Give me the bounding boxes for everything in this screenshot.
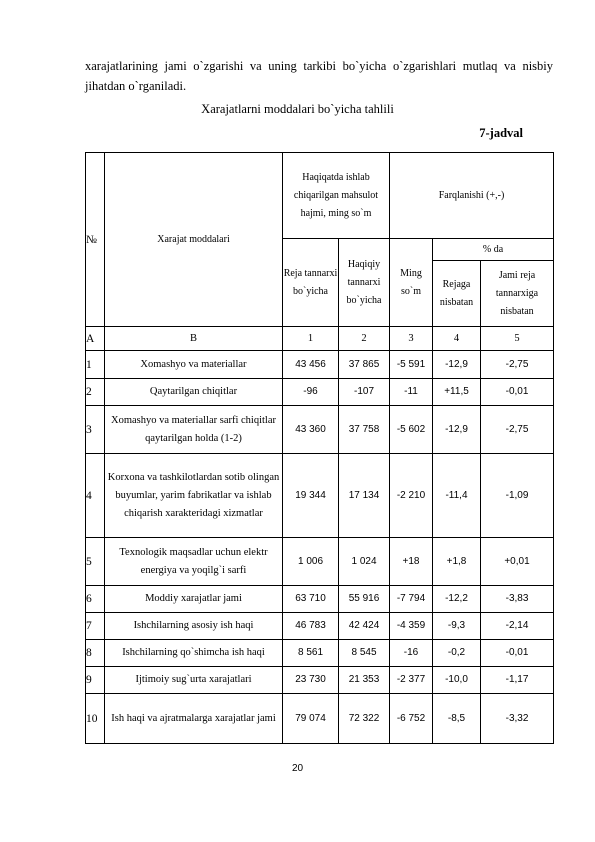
- row-name: Ijtimoiy sug`urta xarajatlari: [105, 667, 283, 694]
- row-plan: 1 006: [283, 538, 339, 586]
- header-pct-plan: Rejaga nisbatan: [433, 261, 481, 327]
- row-plan: 63 710: [283, 586, 339, 613]
- table-row: [86, 586, 554, 613]
- row-pct-total: -3,32: [481, 694, 554, 744]
- row-diff: -2 377: [390, 667, 433, 694]
- row-pct-plan: -9,3: [433, 613, 481, 640]
- header-difference: Farqlanishi (+,-): [390, 153, 554, 239]
- row-no: 7: [86, 613, 105, 640]
- row-diff: -2 210: [390, 454, 433, 538]
- table-row: [86, 406, 554, 454]
- row-name: Ishchilarning asosiy ish haqi: [105, 613, 283, 640]
- row-pct-total: -2,75: [481, 406, 554, 454]
- row-no: 9: [86, 667, 105, 694]
- row-actual: 17 134: [339, 454, 390, 538]
- table-row: [86, 454, 554, 538]
- row-no: 4: [86, 454, 105, 538]
- row-pct-plan: -10,0: [433, 667, 481, 694]
- table-caption: Xarajatlarni moddalari bo`yicha tahlili: [201, 102, 394, 116]
- row-plan: 79 074: [283, 694, 339, 744]
- index-cell: A: [86, 327, 105, 351]
- row-diff: -4 359: [390, 613, 433, 640]
- row-actual: 72 322: [339, 694, 390, 744]
- index-cell: 1: [283, 327, 339, 351]
- row-no: 8: [86, 640, 105, 667]
- row-name: Ishchilarning qo`shimcha ish haqi: [105, 640, 283, 667]
- row-diff: -6 752: [390, 694, 433, 744]
- header-percent: % da: [433, 239, 554, 261]
- table-row: [86, 694, 554, 744]
- row-pct-plan: -0,2: [433, 640, 481, 667]
- row-name: Korxona va tashkilotlardan sotib olingan buyumlar, yarim fabrikatlar va ishlab chiqarish xarakteridagi xizmatlar: [105, 454, 283, 538]
- page-number: 20: [291, 763, 304, 774]
- table-row: [86, 351, 554, 379]
- row-name: Moddiy xarajatlar jami: [105, 586, 283, 613]
- table-label: 7-jadval: [479, 126, 523, 140]
- row-actual: 37 758: [339, 406, 390, 454]
- row-no: 1: [86, 351, 105, 379]
- row-pct-total: -3,83: [481, 586, 554, 613]
- row-actual: 21 353: [339, 667, 390, 694]
- row-pct-total: -1,09: [481, 454, 554, 538]
- index-row: [86, 327, 554, 351]
- header-actual-cost: Haqiqiy tannarxi bo`yicha: [339, 239, 390, 327]
- index-cell: 3: [390, 327, 433, 351]
- row-diff: -7 794: [390, 586, 433, 613]
- row-pct-plan: -12,9: [433, 406, 481, 454]
- index-cell: 4: [433, 327, 481, 351]
- row-pct-total: -2,14: [481, 613, 554, 640]
- row-diff: -16: [390, 640, 433, 667]
- row-pct-plan: -11,4: [433, 454, 481, 538]
- table-row: [86, 379, 554, 406]
- row-plan: 19 344: [283, 454, 339, 538]
- row-name: Xomashyo va materiallar sarfi chiqitlar qaytarilgan holda (1-2): [105, 406, 283, 454]
- row-pct-plan: +11,5: [433, 379, 481, 406]
- row-actual: 1 024: [339, 538, 390, 586]
- row-plan: -96: [283, 379, 339, 406]
- row-no: 2: [86, 379, 105, 406]
- row-pct-total: +0,01: [481, 538, 554, 586]
- row-name: Ish haqi va ajratmalarga xarajatlar jami: [105, 694, 283, 744]
- header-no: №: [86, 153, 105, 327]
- row-pct-total: -1,17: [481, 667, 554, 694]
- row-pct-plan: +1,8: [433, 538, 481, 586]
- table-row: [86, 538, 554, 586]
- index-cell: 2: [339, 327, 390, 351]
- row-name: Qaytarilgan chiqitlar: [105, 379, 283, 406]
- index-cell: 5: [481, 327, 554, 351]
- row-no: 6: [86, 586, 105, 613]
- row-pct-plan: -12,2: [433, 586, 481, 613]
- row-plan: 43 456: [283, 351, 339, 379]
- index-cell: B: [105, 327, 283, 351]
- row-actual: 8 545: [339, 640, 390, 667]
- header-plan-cost: Reja tannarxi bo`yicha: [283, 239, 339, 327]
- row-actual: -107: [339, 379, 390, 406]
- header-diff-sum: Ming so`m: [390, 239, 433, 327]
- row-diff: +18: [390, 538, 433, 586]
- row-pct-plan: -8,5: [433, 694, 481, 744]
- row-plan: 8 561: [283, 640, 339, 667]
- row-diff: -11: [390, 379, 433, 406]
- row-no: 10: [86, 694, 105, 744]
- header-items: Xarajat moddalari: [105, 153, 283, 327]
- row-plan: 46 783: [283, 613, 339, 640]
- header-actual-volume: Haqiqatda ishlab chiqarilgan mahsulot hajmi, ming so`m: [283, 153, 390, 239]
- row-actual: 37 865: [339, 351, 390, 379]
- row-name: Texnologik maqsadlar uchun elektr energiya va yoqilg`i sarfi: [105, 538, 283, 586]
- header-pct-total: Jami reja tannarxiga nisbatan: [481, 261, 554, 327]
- table-row: [86, 667, 554, 694]
- row-plan: 23 730: [283, 667, 339, 694]
- body-paragraph: xarajatlarining jami o`zgarishi va uning tarkibi bo`yicha o`zgarishlari mutlaq va nisbiy jihatdan o`rganiladi.: [85, 59, 553, 93]
- row-name: Xomashyo va materiallar: [105, 351, 283, 379]
- cost-analysis-table: [85, 152, 554, 744]
- row-pct-total: -0,01: [481, 379, 554, 406]
- row-pct-plan: -12,9: [433, 351, 481, 379]
- row-pct-total: -2,75: [481, 351, 554, 379]
- row-diff: -5 591: [390, 351, 433, 379]
- row-no: 5: [86, 538, 105, 586]
- table-row: [86, 613, 554, 640]
- row-actual: 42 424: [339, 613, 390, 640]
- row-no: 3: [86, 406, 105, 454]
- table-row: [86, 640, 554, 667]
- row-plan: 43 360: [283, 406, 339, 454]
- row-actual: 55 916: [339, 586, 390, 613]
- row-pct-total: -0,01: [481, 640, 554, 667]
- row-diff: -5 602: [390, 406, 433, 454]
